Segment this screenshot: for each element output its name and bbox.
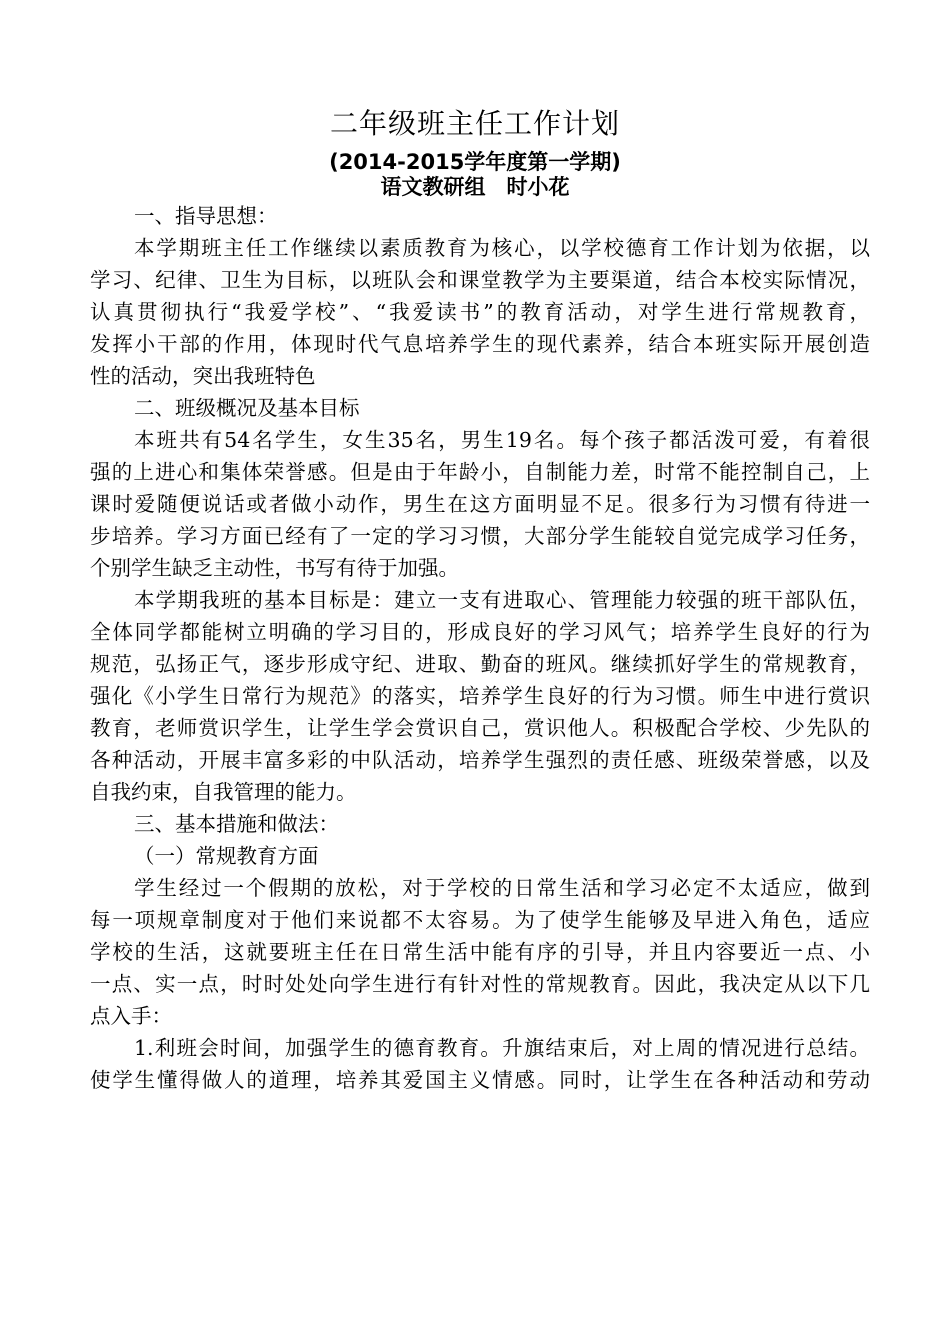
paragraph-line: 步培养。学习方面已经有了一定的学习习惯，大部分学生能较自觉完成学习任务， <box>90 524 870 548</box>
paragraph-line: 发挥小干部的作用，体现时代气息培养学生的现代素养，结合本班实际开展创造 <box>90 332 870 356</box>
paragraph-line: 本班共有54名学生，女生35名，男生19名。每个孩子都活泼可爱，有着很 <box>134 428 870 452</box>
paragraph-line: 使学生懂得做人的道理，培养其爱国主义情感。同时，让学生在各种活动和劳动 <box>90 1068 870 1092</box>
paragraph-line: 本学期班主任工作继续以素质教育为核心，以学校德育工作计划为依据，以 <box>134 236 870 260</box>
paragraph-line: 学生经过一个假期的放松，对于学校的日常生活和学习必定不太适应，做到 <box>134 876 870 900</box>
paragraph-line: 各种活动，开展丰富多彩的中队活动，培养学生强烈的责任感、班级荣誉感，以及 <box>90 748 870 772</box>
paragraph-line: 1.利班会时间，加强学生的德育教育。升旗结束后，对上周的情况进行总结。 <box>134 1036 870 1060</box>
paragraph-line: 自我约束，自我管理的能力。 <box>90 780 357 804</box>
document-subtitle: (2014-2015学年度第一学期) <box>329 150 621 174</box>
paragraph-line: 全体同学都能树立明确的学习目的，形成良好的学习风气；培养学生良好的行为 <box>90 620 870 644</box>
paragraph-line: 个别学生缺乏主动性，书写有待于加强。 <box>90 556 459 580</box>
paragraph-line: 一点、实一点，时时处处向学生进行有针对性的常规教育。因此，我决定从以下几 <box>90 972 870 996</box>
paragraph-line: 教育，老师赏识学生，让学生学会赏识自己，赏识他人。积极配合学校、少先队的 <box>90 716 870 740</box>
subsection-heading: （一）常规教育方面 <box>134 844 319 868</box>
paragraph-line: 本学期我班的基本目标是：建立一支有进取心、管理能力较强的班干部队伍， <box>134 588 870 612</box>
section-heading-2: 二、班级概况及基本目标 <box>134 396 360 420</box>
section-heading-1: 一、指导思想： <box>134 204 278 228</box>
paragraph-line: 强化《小学生日常行为规范》的落实，培养学生良好的行为习惯。师生中进行赏识 <box>90 684 870 708</box>
paragraph-line: 学习、纪律、卫生为目标，以班队会和课堂教学为主要渠道，结合本校实际情况， <box>90 268 870 292</box>
paragraph-line: 每一项规章制度对于他们来说都不太容易。为了使学生能够及早进入角色，适应 <box>90 908 870 932</box>
paragraph-line: 课时爱随便说话或者做小动作，男生在这方面明显不足。很多行为习惯有待进一 <box>90 492 870 516</box>
paragraph-line: 强的上进心和集体荣誉感。但是由于年龄小，自制能力差，时常不能控制自己，上 <box>90 460 870 484</box>
section-heading-3: 三、基本措施和做法： <box>134 812 339 836</box>
paragraph-line: 点入手： <box>90 1004 172 1028</box>
author-line: 语文教研组 时小花 <box>380 175 570 199</box>
paragraph-line: 学校的生活，这就要班主任在日常生活中能有序的引导，并且内容要近一点、小 <box>90 940 870 964</box>
paragraph-line: 性的活动，突出我班特色 <box>90 364 316 388</box>
paragraph-line: 认真贯彻执行“我爱学校”、“我爱读书”的教育活动，对学生进行常规教育， <box>90 300 870 324</box>
document-title: 二年级班主任工作计划 <box>329 107 620 140</box>
paragraph-line: 规范，弘扬正气，逐步形成守纪、进取、勤奋的班风。继续抓好学生的常规教育， <box>90 652 870 676</box>
